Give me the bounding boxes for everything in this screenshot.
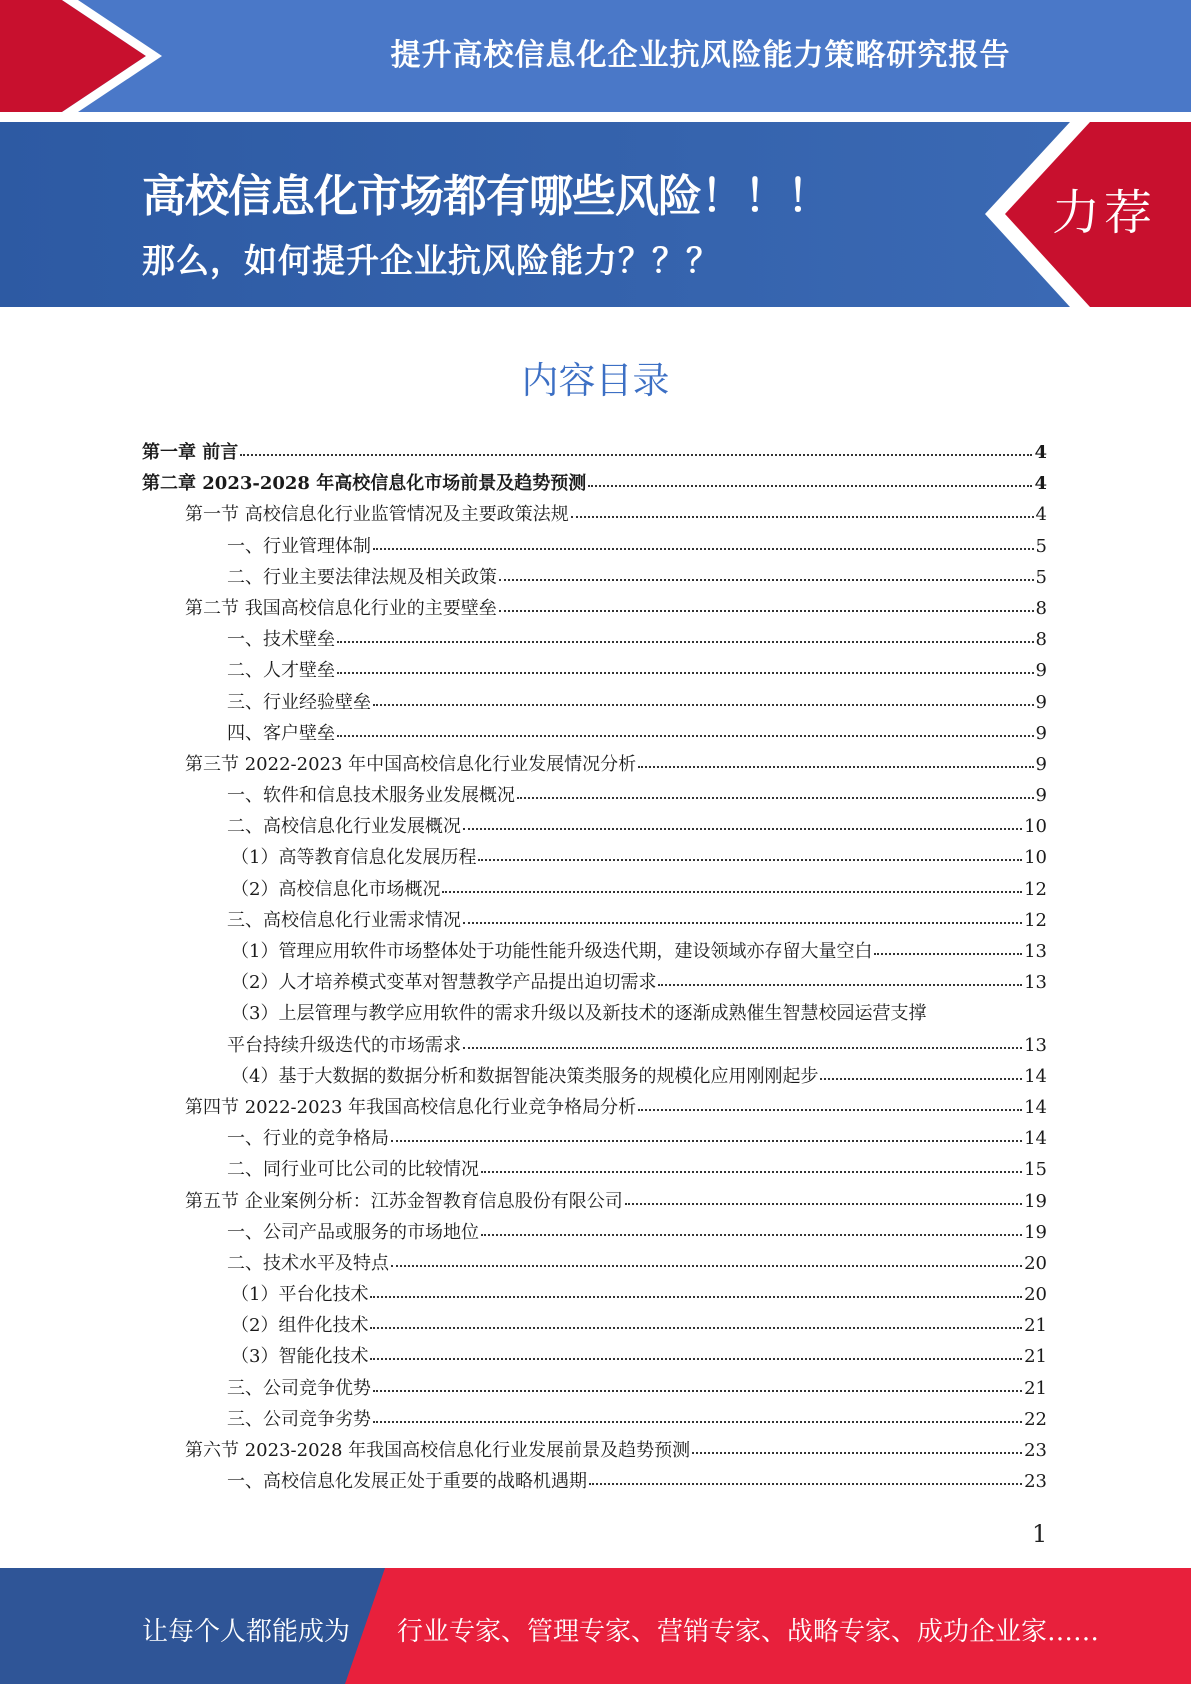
toc-entry[interactable] [142,1248,1047,1279]
toc-entry-title: 第二节 我国高校信息化行业的主要壁垒 [185,597,497,619]
toc-entry-page: 8 [1035,597,1047,619]
toc-dot-leader [442,890,1022,893]
toc-entry-page: 12 [1024,878,1047,900]
toc-dot-leader [692,1451,1022,1454]
toc-dot-leader [463,921,1022,924]
toc-entry[interactable] [142,1466,1047,1497]
toc-entry-page: 14 [1024,1128,1047,1150]
toc-entry[interactable] [142,1154,1047,1185]
toc-entry[interactable] [142,1279,1047,1310]
toc-entry[interactable] [142,1373,1047,1404]
toc-entry[interactable] [142,1310,1047,1341]
toc-entry[interactable] [142,1123,1047,1154]
toc-dot-leader [517,796,1034,799]
toc-entry-page: 20 [1024,1284,1047,1306]
toc-dot-leader [625,1202,1022,1205]
toc-entry-page: 9 [1035,660,1047,682]
toc-entry-title: 第六节 2023-2028 年我国高校信息化行业发展前景及趋势预测 [185,1440,691,1461]
top-banner [0,0,1191,112]
toc-entry[interactable] [142,1404,1047,1435]
toc-dot-leader [240,453,1032,456]
toc-dot-leader [481,1170,1022,1173]
toc-dot-leader [391,1264,1022,1267]
toc-entry-title: （1）管理应用软件市场整体处于功能性能升级迭代期，建设领域亦存留大量空白 [231,941,873,962]
toc-entry-page: 13 [1024,941,1047,962]
toc-dot-leader [481,1233,1022,1236]
toc-entry-page: 4 [1034,473,1047,495]
toc-entry[interactable] [142,874,1047,905]
report-title: 提升高校信息化企业抗风险能力策略研究报告 [390,38,1011,73]
toc-entry[interactable] [142,1435,1047,1466]
toc-entry-page: 9 [1035,722,1047,744]
toc-dot-leader [874,952,1022,955]
toc-entry[interactable] [142,967,1047,998]
toc-entry-page: 12 [1024,909,1047,931]
toc-entry-page: 5 [1035,535,1047,557]
toc-entry-title: 二、技术水平及特点 [227,1252,389,1274]
toc-entry-page: 15 [1024,1159,1047,1181]
toc-dot-leader [391,1139,1022,1142]
toc-dot-leader [499,609,1034,612]
toc-dot-leader [373,1389,1022,1392]
toc-entry[interactable] [142,593,1047,624]
toc-dot-leader [373,703,1034,706]
toc-entry[interactable] [142,905,1047,936]
toc-dot-leader [589,1482,1022,1485]
toc-dot-leader [370,1357,1022,1360]
toc-entry-title: 三、高校信息化行业需求情况 [227,909,461,931]
toc-entry[interactable] [142,624,1047,655]
toc-entry-title: （4）基于大数据的数据分析和数据智能决策类服务的规模化应用刚刚起步 [231,1065,819,1087]
toc-entry-title: 第四节 2022-2023 年我国高校信息化行业竞争格局分析 [185,1096,637,1118]
toc-entry-page: 19 [1024,1221,1047,1243]
toc-entry-page: 4 [1034,442,1047,463]
toc-entry-title: 第五节 企业案例分析：江苏金智教育信息股份有限公司 [185,1190,623,1212]
toc-dot-leader [820,1077,1022,1080]
toc-heading: 内容目录 [521,359,670,402]
toc-dot-leader [499,578,1034,581]
table-of-contents [142,437,1047,1497]
toc-entry-page: 9 [1035,785,1047,807]
toc-entry[interactable] [142,811,1047,842]
toc-dot-leader [337,671,1034,674]
toc-entry-page: 23 [1024,1471,1047,1493]
toc-entry-page: 21 [1024,1346,1047,1368]
toc-dot-leader [373,547,1034,550]
toc-entry[interactable] [142,499,1047,530]
toc-entry[interactable] [142,780,1047,811]
toc-dot-leader [373,1420,1022,1423]
toc-entry[interactable] [142,749,1047,780]
toc-entry-title: 一、技术壁垒 [227,629,335,651]
toc-entry[interactable] [142,1030,1047,1061]
hero-headline: 高校信息化市场都有哪些风险！！！ [142,171,830,222]
toc-entry[interactable] [142,1092,1047,1123]
toc-entry[interactable] [142,718,1047,749]
toc-dot-leader [638,765,1033,768]
toc-entry-title: （3）智能化技术 [231,1346,369,1368]
toc-entry-title: （2）人才培养模式变革对智慧教学产品提出迫切需求 [231,972,657,994]
hero-subheadline: 那么，如何提升企业抗风险能力？？？ [142,241,720,280]
toc-entry-title: 三、公司竞争优势 [227,1377,371,1399]
toc-dot-leader [463,827,1022,830]
toc-entry-title: （3）上层管理与教学应用软件的需求升级以及新技术的逐渐成熟催生智慧校园运营支撑 [231,1003,927,1025]
toc-entry-title: 四、客户壁垒 [227,722,335,744]
toc-entry-page: 14 [1024,1096,1047,1118]
toc-entry[interactable] [142,1061,1047,1092]
toc-entry-title: 第二章 2023-2028 年高校信息化市场前景及趋势预测 [142,473,587,495]
toc-dot-leader [337,734,1034,737]
toc-entry[interactable] [142,655,1047,686]
toc-entry-title: 一、软件和信息技术服务业发展概况 [227,785,515,807]
toc-entry[interactable] [142,842,1047,873]
toc-entry-title: 一、行业管理体制 [227,535,371,557]
toc-entry-title: （1）高等教育信息化发展历程 [231,847,477,869]
toc-dot-leader [478,858,1022,861]
toc-entry-page: 19 [1024,1190,1047,1212]
toc-entry-title: 第一章 前言 [142,442,239,463]
toc-entry-title: 一、行业的竞争格局 [227,1128,389,1150]
toc-entry-title: 第三节 2022-2023 年中国高校信息化行业发展情况分析 [185,753,637,775]
page-number: 1 [1032,1520,1048,1548]
toc-entry-title: （1）平台化技术 [231,1284,369,1306]
toc-entry[interactable] [142,1186,1047,1217]
toc-dot-leader [638,1108,1022,1111]
toc-entry[interactable] [142,687,1047,718]
toc-entry[interactable] [142,437,1047,468]
toc-dot-leader [658,983,1022,986]
toc-entry-page: 10 [1024,847,1047,869]
toc-entry-title: 第一节 高校信息化行业监管情况及主要政策法规 [185,504,569,526]
toc-entry-page: 4 [1035,504,1047,526]
toc-entry-title: 一、公司产品或服务的市场地位 [227,1221,479,1243]
toc-entry[interactable] [142,936,1047,967]
toc-entry[interactable] [142,998,1047,1029]
toc-entry-title: 一、高校信息化发展正处于重要的战略机遇期 [227,1471,587,1493]
toc-entry[interactable] [142,468,1047,499]
toc-entry-title: 三、公司竞争劣势 [227,1408,371,1430]
toc-entry-title: （2）高校信息化市场概况 [231,878,441,900]
hero-banner [0,122,1191,307]
recommend-badge: 力荐 [1052,185,1157,241]
toc-entry-page: 5 [1035,566,1047,588]
toc-dot-leader [370,1295,1022,1298]
footer-slogan-left: 让每个人都能成为 [142,1617,351,1647]
toc-entry-title: 二、同行业可比公司的比较情况 [227,1159,479,1181]
footer-slogan-right: 行业专家、管理专家、营销专家、战略专家、成功企业家…… [397,1617,1100,1647]
toc-entry-title: （2）组件化技术 [231,1315,369,1337]
toc-entry-page: 13 [1024,972,1047,994]
toc-entry-page: 14 [1024,1065,1047,1087]
toc-entry-title: 二、高校信息化行业发展概况 [227,816,461,838]
toc-entry-title: 二、行业主要法律法规及相关政策 [227,566,497,588]
footer-banner [0,1568,1191,1684]
toc-entry[interactable] [142,1341,1047,1372]
toc-dot-leader [337,640,1034,643]
toc-dot-leader [571,515,1034,518]
toc-dot-leader [463,1046,1022,1049]
toc-entry-page: 20 [1024,1252,1047,1274]
toc-entry-title: 三、行业经验壁垒 [227,691,371,713]
toc-entry-page: 9 [1035,691,1047,713]
toc-entry[interactable] [142,1217,1047,1248]
toc-entry-page: 22 [1024,1408,1047,1430]
toc-entry-page: 21 [1024,1315,1047,1337]
toc-entry-page: 23 [1024,1440,1047,1461]
toc-entry-title: 二、人才壁垒 [227,660,335,682]
toc-dot-leader [588,484,1032,487]
toc-entry-page: 21 [1024,1377,1047,1399]
toc-entry-page: 13 [1024,1034,1047,1056]
toc-entry-page: 9 [1035,753,1047,775]
toc-entry[interactable] [142,531,1047,562]
toc-entry-page: 10 [1024,816,1047,838]
toc-entry-page: 8 [1035,629,1047,651]
toc-dot-leader [370,1326,1022,1329]
toc-entry-title: 平台持续升级迭代的市场需求 [227,1034,461,1056]
toc-entry[interactable] [142,562,1047,593]
